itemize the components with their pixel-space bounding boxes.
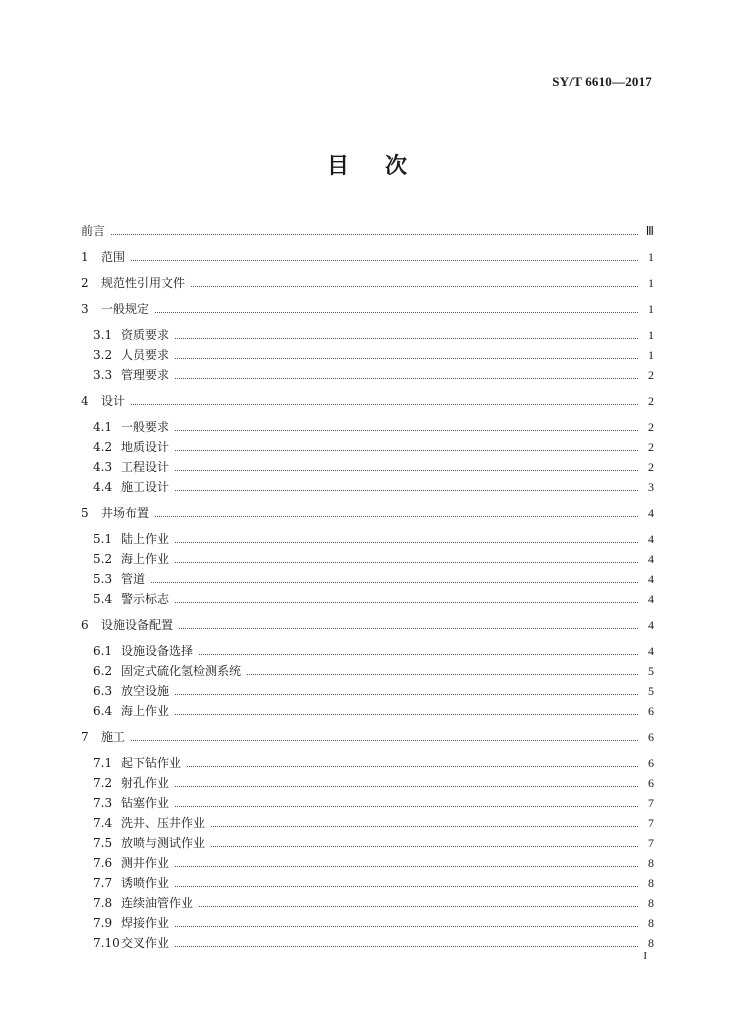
toc-entry[interactable] bbox=[81, 586, 654, 606]
toc-leader-dots bbox=[175, 490, 638, 491]
toc-entry-number: 5.3 bbox=[93, 572, 113, 586]
toc-leader-dots bbox=[175, 786, 638, 787]
toc-entry[interactable] bbox=[81, 810, 654, 830]
toc-leader-dots bbox=[175, 946, 638, 947]
toc-entry-number: 5.1 bbox=[93, 532, 113, 546]
toc-entry-label: 施工设计 bbox=[121, 480, 170, 494]
toc-entry-label: 射孔作业 bbox=[121, 776, 170, 790]
toc-leader-dots bbox=[151, 582, 638, 583]
toc-entry-page: 6 bbox=[648, 756, 654, 770]
toc-entry-label: 焊接作业 bbox=[121, 916, 170, 930]
toc-entry-page: 8 bbox=[648, 916, 654, 930]
toc-entry-page: 7 bbox=[648, 796, 654, 810]
toc-leader-dots bbox=[131, 740, 638, 741]
toc-leader-dots bbox=[175, 542, 638, 543]
toc-entry-label: 连续油管作业 bbox=[121, 896, 194, 910]
toc-leader-dots bbox=[191, 286, 638, 287]
toc-leader-dots bbox=[131, 260, 638, 261]
toc-entry-page: 1 bbox=[648, 302, 654, 316]
toc-leader-dots bbox=[211, 846, 638, 847]
toc-entry-page: 4 bbox=[648, 618, 654, 632]
toc-entry-number: 5.2 bbox=[93, 552, 113, 566]
toc-leader-dots bbox=[175, 450, 638, 451]
toc-leader-dots bbox=[175, 602, 638, 603]
toc-entry-page: 6 bbox=[648, 776, 654, 790]
toc-entry-page: 1 bbox=[648, 250, 654, 264]
toc-entry-label: 放喷与测试作业 bbox=[121, 836, 206, 850]
toc-leader-dots bbox=[175, 694, 638, 695]
toc-entry-page: 4 bbox=[648, 552, 654, 566]
toc-entry-number: 7.9 bbox=[93, 916, 113, 930]
toc-leader-dots bbox=[211, 826, 638, 827]
toc-entry[interactable] bbox=[81, 724, 654, 744]
toc-entry-label: 钻塞作业 bbox=[121, 796, 170, 810]
toc-entry[interactable] bbox=[81, 362, 654, 382]
toc-entry-label: 设计 bbox=[101, 394, 126, 408]
toc-entry-number: 4.4 bbox=[93, 480, 113, 494]
toc-entry-page: 6 bbox=[648, 730, 654, 744]
toc-leader-dots bbox=[155, 312, 638, 313]
toc-entry[interactable] bbox=[81, 546, 654, 566]
toc-leader-dots bbox=[199, 906, 638, 907]
toc-entry-label: 施工 bbox=[101, 730, 126, 744]
toc-entry-number: 7.1 bbox=[93, 756, 113, 770]
toc-entry-label: 测井作业 bbox=[121, 856, 170, 870]
toc-entry[interactable] bbox=[81, 790, 654, 810]
toc-entry[interactable] bbox=[81, 750, 654, 770]
toc-entry-number: 7.2 bbox=[93, 776, 113, 790]
toc-leader-dots bbox=[131, 404, 638, 405]
toc-entry-label: 地质设计 bbox=[121, 440, 170, 454]
toc-entry-page: 8 bbox=[648, 876, 654, 890]
toc-leader-dots bbox=[175, 470, 638, 471]
toc-leader-dots bbox=[175, 378, 638, 379]
toc-entry[interactable] bbox=[81, 612, 654, 632]
toc-entry-number: 5 bbox=[81, 506, 89, 520]
toc-leader-dots bbox=[175, 358, 638, 359]
toc-entry-label: 资质要求 bbox=[121, 328, 170, 342]
toc-entry-number: 3 bbox=[81, 302, 89, 316]
toc-entry-page: 1 bbox=[648, 276, 654, 290]
title-char-1: 目 bbox=[326, 153, 349, 179]
toc-leader-dots bbox=[175, 806, 638, 807]
toc-entry[interactable] bbox=[81, 930, 654, 950]
toc-leader-dots bbox=[199, 654, 638, 655]
toc-entry-page: 3 bbox=[648, 480, 654, 494]
toc-entry-page: 4 bbox=[648, 506, 654, 520]
toc-entry-page: 5 bbox=[648, 684, 654, 698]
standard-code: SY/T 6610—2017 bbox=[552, 74, 652, 89]
toc-entry[interactable] bbox=[81, 638, 654, 658]
toc-entry-label: 起下钻作业 bbox=[121, 756, 182, 770]
toc-entry-number: 6.4 bbox=[93, 704, 113, 718]
toc-entry[interactable] bbox=[81, 678, 654, 698]
toc-entry-page: 8 bbox=[648, 936, 654, 950]
toc-entry-label: 洗井、压井作业 bbox=[121, 816, 206, 830]
toc-entry-page: 1 bbox=[648, 328, 654, 342]
toc-entry-number: 7.7 bbox=[93, 876, 113, 890]
toc-entry-label: 海上作业 bbox=[121, 704, 170, 718]
toc-entry-number: 3.1 bbox=[93, 328, 113, 342]
toc-leader-dots bbox=[175, 562, 638, 563]
toc-entry-label: 海上作业 bbox=[121, 552, 170, 566]
page-title bbox=[0, 149, 734, 180]
toc-entry[interactable] bbox=[81, 218, 654, 238]
toc-entry-number: 4 bbox=[81, 394, 89, 408]
toc-leader-dots bbox=[247, 674, 638, 675]
toc-entry-number: 7.8 bbox=[93, 896, 113, 910]
toc-leader-dots bbox=[175, 430, 638, 431]
toc-entry-page: 4 bbox=[648, 644, 654, 658]
toc-entry-number: 6.3 bbox=[93, 684, 113, 698]
toc-entry-number: 7.5 bbox=[93, 836, 113, 850]
toc-entry-number: 6.1 bbox=[93, 644, 113, 658]
toc-entry-page: 8 bbox=[648, 856, 654, 870]
toc-entry-label: 设施设备配置 bbox=[101, 618, 174, 632]
toc-leader-dots bbox=[175, 866, 638, 867]
toc-entry[interactable] bbox=[81, 770, 654, 790]
toc-leader-dots bbox=[155, 516, 638, 517]
toc-entry[interactable] bbox=[81, 454, 654, 474]
toc-entry-page: 4 bbox=[648, 532, 654, 546]
toc-entry-number: 3.3 bbox=[93, 368, 113, 382]
toc-entry[interactable] bbox=[81, 296, 654, 316]
toc-entry-label: 范围 bbox=[101, 250, 126, 264]
toc-entry-page: 8 bbox=[648, 896, 654, 910]
toc-entry-number: 7 bbox=[81, 730, 89, 744]
toc-entry-number: 7.4 bbox=[93, 816, 113, 830]
toc-entry-label: 规范性引用文件 bbox=[101, 276, 186, 290]
toc-entry-number: 4.3 bbox=[93, 460, 113, 474]
toc-entry-number: 7.3 bbox=[93, 796, 113, 810]
toc-leader-dots bbox=[111, 234, 638, 235]
toc-entry[interactable] bbox=[81, 566, 654, 586]
toc-leader-dots bbox=[175, 886, 638, 887]
toc-entry[interactable] bbox=[81, 322, 654, 342]
toc-entry-label: 井场布置 bbox=[101, 506, 150, 520]
toc-leader-dots bbox=[175, 714, 638, 715]
toc-entry-page: 4 bbox=[648, 572, 654, 586]
toc-entry-number: 2 bbox=[81, 276, 89, 290]
toc-entry-page: 2 bbox=[648, 420, 654, 434]
toc-entry-label: 陆上作业 bbox=[121, 532, 170, 546]
toc-entry[interactable] bbox=[81, 244, 654, 264]
toc-entry-page: 5 bbox=[648, 664, 654, 678]
toc-entry-number: 1 bbox=[81, 250, 89, 264]
toc-entry-page: 2 bbox=[648, 440, 654, 454]
toc-entry-label: 放空设施 bbox=[121, 684, 170, 698]
toc-entry-label: 人员要求 bbox=[121, 348, 170, 362]
toc-entry[interactable] bbox=[81, 270, 654, 290]
toc-entry-page: 1 bbox=[648, 348, 654, 362]
table-of-contents bbox=[81, 218, 654, 950]
toc-entry-number: 4.2 bbox=[93, 440, 113, 454]
toc-entry[interactable] bbox=[81, 434, 654, 454]
title-char-2: 次 bbox=[385, 153, 408, 179]
toc-entry[interactable] bbox=[81, 526, 654, 546]
toc-leader-dots bbox=[179, 628, 638, 629]
toc-entry-label: 工程设计 bbox=[121, 460, 170, 474]
toc-entry-number: 6.2 bbox=[93, 664, 113, 678]
toc-entry-page: 7 bbox=[648, 836, 654, 850]
toc-entry[interactable] bbox=[81, 698, 654, 718]
toc-entry-page: 2 bbox=[648, 394, 654, 408]
toc-entry-label: 管道 bbox=[121, 572, 146, 586]
toc-entry-label: 交叉作业 bbox=[121, 936, 170, 950]
toc-entry-label: 一般规定 bbox=[101, 302, 150, 316]
toc-entry[interactable] bbox=[81, 474, 654, 494]
toc-leader-dots bbox=[175, 338, 638, 339]
toc-entry-page: 7 bbox=[648, 816, 654, 830]
toc-entry[interactable] bbox=[81, 870, 654, 890]
toc-entry[interactable] bbox=[81, 500, 654, 520]
toc-entry-label: 警示标志 bbox=[121, 592, 170, 606]
toc-entry-label: 诱喷作业 bbox=[121, 876, 170, 890]
toc-leader-dots bbox=[187, 766, 638, 767]
toc-entry-page: 2 bbox=[648, 368, 654, 382]
toc-entry[interactable] bbox=[81, 388, 654, 408]
toc-leader-dots bbox=[175, 926, 638, 927]
toc-entry-number: 7.6 bbox=[93, 856, 113, 870]
toc-entry-number: 4.1 bbox=[93, 420, 113, 434]
toc-entry[interactable] bbox=[81, 910, 654, 930]
toc-entry-page: Ⅲ bbox=[645, 224, 654, 238]
toc-entry[interactable] bbox=[81, 342, 654, 362]
toc-entry-number: 7.10 bbox=[93, 936, 120, 950]
toc-entry-page: 2 bbox=[648, 460, 654, 474]
toc-entry-number: 6 bbox=[81, 618, 89, 632]
toc-entry-number: 5.4 bbox=[93, 592, 113, 606]
toc-entry[interactable] bbox=[81, 830, 654, 850]
toc-entry-page: 6 bbox=[648, 704, 654, 718]
toc-entry-label: 前言 bbox=[81, 224, 106, 238]
toc-entry[interactable] bbox=[81, 658, 654, 678]
toc-entry-label: 设施设备选择 bbox=[121, 644, 194, 658]
toc-entry-label: 固定式硫化氢检测系统 bbox=[121, 664, 242, 678]
toc-entry[interactable] bbox=[81, 414, 654, 434]
page-number: I bbox=[643, 950, 647, 962]
toc-entry-number: 3.2 bbox=[93, 348, 113, 362]
toc-entry[interactable] bbox=[81, 850, 654, 870]
toc-entry[interactable] bbox=[81, 890, 654, 910]
toc-entry-label: 管理要求 bbox=[121, 368, 170, 382]
toc-entry-page: 4 bbox=[648, 592, 654, 606]
toc-entry-label: 一般要求 bbox=[121, 420, 170, 434]
